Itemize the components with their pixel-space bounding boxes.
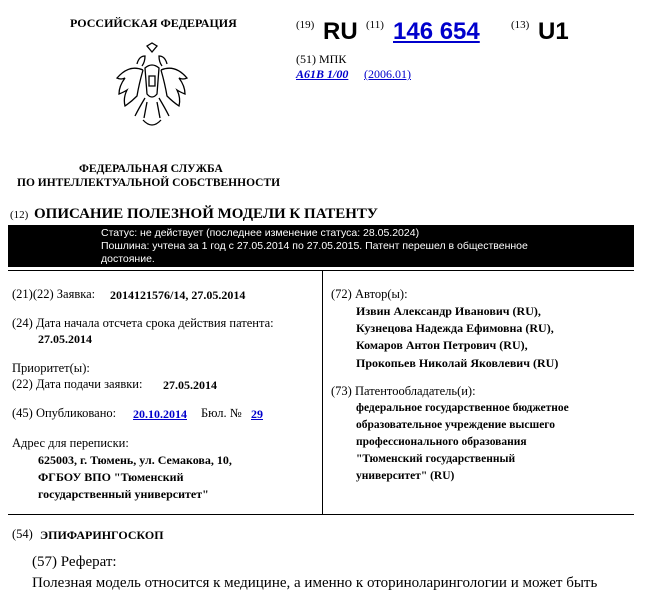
bulletin-number-link[interactable]: 29	[251, 407, 263, 421]
authors-label: (72) Автор(ы):	[331, 287, 408, 301]
filing-date-label: (22) Дата подачи заявки:	[12, 377, 143, 391]
agency-line-1: ФЕДЕРАЛЬНАЯ СЛУЖБА	[79, 163, 223, 175]
mpk-label: (51) МПК	[296, 52, 347, 66]
application-label: (21)(22) Заявка:	[12, 287, 96, 301]
inid-12: (12)	[10, 209, 29, 221]
start-date-value: 27.05.2014	[38, 332, 92, 346]
status-line: Статус: не действует (последнее изменение статуса: 28.05.2024)	[101, 227, 420, 239]
application-value: 2014121576/14, 27.05.2014	[110, 288, 246, 302]
address-line: государственный университет"	[38, 487, 209, 501]
inid-19: (19)	[296, 19, 315, 31]
bulletin-label: Бюл. №	[201, 406, 242, 420]
published-label: (45) Опубликовано:	[12, 406, 117, 420]
holder-label: (73) Патентообладатель(и):	[331, 384, 476, 398]
author-item: Комаров Антон Петрович (RU),	[356, 338, 528, 352]
author-item: Извин Александр Иванович (RU),	[356, 304, 541, 318]
patent-number-link[interactable]: 146 654	[393, 18, 480, 45]
inid-13: (13)	[511, 19, 530, 31]
document-title: ОПИСАНИЕ ПОЛЕЗНОЙ МОДЕЛИ К ПАТЕНТУ	[34, 206, 378, 222]
mpk-version-link[interactable]: (2006.01)	[364, 67, 411, 81]
address-line: ФГБОУ ВПО "Тюменский	[38, 470, 184, 484]
column-divider	[322, 270, 323, 514]
coat-of-arms-emblem	[107, 42, 197, 152]
divider-top	[8, 270, 634, 271]
fee-line-cont: достояние.	[101, 253, 155, 265]
holder-line: профессионального образования	[356, 436, 527, 448]
filing-date-value: 27.05.2014	[163, 378, 217, 392]
holder-line: образовательное учреждение высшего	[356, 419, 555, 431]
fee-line: Пошлина: учтена за 1 год с 27.05.2014 по 27.05.2015. Патент перешел в общественное	[101, 240, 528, 252]
address-label: Адрес для переписки:	[12, 436, 129, 450]
abstract-text: Полезная модель относится к медицине, а именно к оториноларингологии и может быть	[32, 575, 598, 591]
mpk-class-link[interactable]: A61B 1/00	[296, 67, 349, 81]
inid-11: (11)	[366, 19, 384, 31]
abstract-label: (57) Реферат:	[32, 554, 117, 570]
status-bar	[8, 225, 634, 267]
address-line: 625003, г. Тюмень, ул. Семакова, 10,	[38, 453, 232, 467]
inid-54: (54)	[12, 527, 33, 541]
author-item: Кузнецова Надежда Ефимовна (RU),	[356, 321, 554, 335]
agency-line-2: ПО ИНТЕЛЛЕКТУАЛЬНОЙ СОБСТВЕННОСТИ	[17, 177, 281, 189]
holder-line: федеральное государственное бюджетное	[356, 402, 569, 414]
priority-label: Приоритет(ы):	[12, 361, 90, 375]
country-code: RU	[323, 18, 358, 45]
holder-line: университет" (RU)	[356, 470, 455, 482]
utility-model-name: ЭПИФАРИНГОСКОП	[40, 528, 164, 542]
divider-bottom	[8, 514, 634, 515]
holder-line: "Тюменский государственный	[356, 453, 516, 465]
author-item: Прокопьев Николай Яковлевич (RU)	[356, 356, 559, 370]
published-date-link[interactable]: 20.10.2014	[133, 407, 187, 421]
start-date-label: (24) Дата начала отсчета срока действия патента:	[12, 316, 274, 330]
kind-code: U1	[538, 18, 569, 45]
country-name: РОССИЙСКАЯ ФЕДЕРАЦИЯ	[70, 16, 237, 30]
